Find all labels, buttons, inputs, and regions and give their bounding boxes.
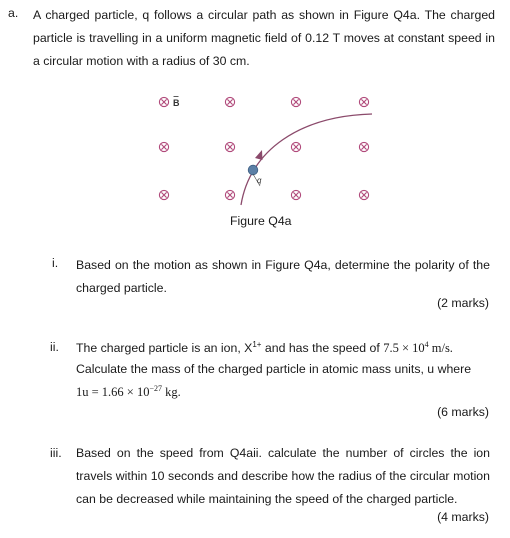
part-i-marks: (2 marks)	[437, 296, 489, 310]
part-iii-label: iii.	[50, 446, 62, 460]
field-into-page-icon	[225, 190, 234, 199]
field-into-page-icon	[159, 97, 168, 106]
field-into-page-icon	[225, 142, 234, 151]
speed-value: 7.5 × 10	[383, 341, 425, 356]
speed-unit: m/s.	[428, 341, 453, 356]
direction-arrow-icon	[255, 150, 263, 160]
part-ii-text-a: The charged particle is an ion, X	[76, 341, 253, 356]
ion-charge: 1+	[252, 340, 262, 349]
figure-caption: Figure Q4a	[230, 214, 292, 228]
part-iii-marks: (4 marks)	[437, 510, 489, 524]
part-iii-text: Based on the speed from Q4aii. calculate the number of circles the ion travels within 10 seconds and describe how the radius of the circular motion can be decreased while maintaining the speed of the charged particle.	[76, 446, 490, 506]
amu-unit: kg.	[162, 385, 181, 400]
field-into-page-icon	[159, 142, 168, 151]
field-label: B	[173, 98, 180, 108]
part-ii-line1	[76, 340, 496, 356]
particle-label: q	[257, 176, 262, 185]
speed-exponent: 4	[424, 340, 429, 349]
field-into-page-icon	[291, 190, 300, 199]
field-into-page-icon	[159, 190, 168, 199]
part-ii-line2: Calculate the mass of the charged particle in atomic mass units, u where	[76, 362, 472, 376]
question-text: A charged particle, q follows a circular path as shown in Figure Q4a. The charged particle is travelling in a uniform magnetic field of 0.12 T moves at constant speed in a circular motion with a radius of 30 cm.	[33, 8, 495, 68]
field-into-page-icon	[359, 190, 368, 199]
amu-definition: 1u = 1.66 × 10	[76, 385, 150, 400]
particle	[248, 165, 258, 175]
part-i-text: Based on the motion as shown in Figure Q4a, determine the polarity of the charged particle.	[76, 258, 490, 295]
field-into-page-icon	[359, 97, 368, 106]
field-into-page-icon	[225, 97, 234, 106]
part-ii-text-b: and has the speed of	[261, 341, 384, 356]
part-ii-label: ii.	[50, 340, 59, 354]
field-into-page-icon	[291, 142, 300, 151]
amu-exponent: −27	[149, 384, 162, 393]
part-i-label: i.	[52, 256, 59, 270]
field-into-page-icon	[291, 97, 300, 106]
question-label: a.	[8, 6, 19, 20]
part-ii-marks: (6 marks)	[437, 405, 489, 419]
part-ii-line3	[76, 384, 181, 400]
field-into-page-icon	[359, 142, 368, 151]
